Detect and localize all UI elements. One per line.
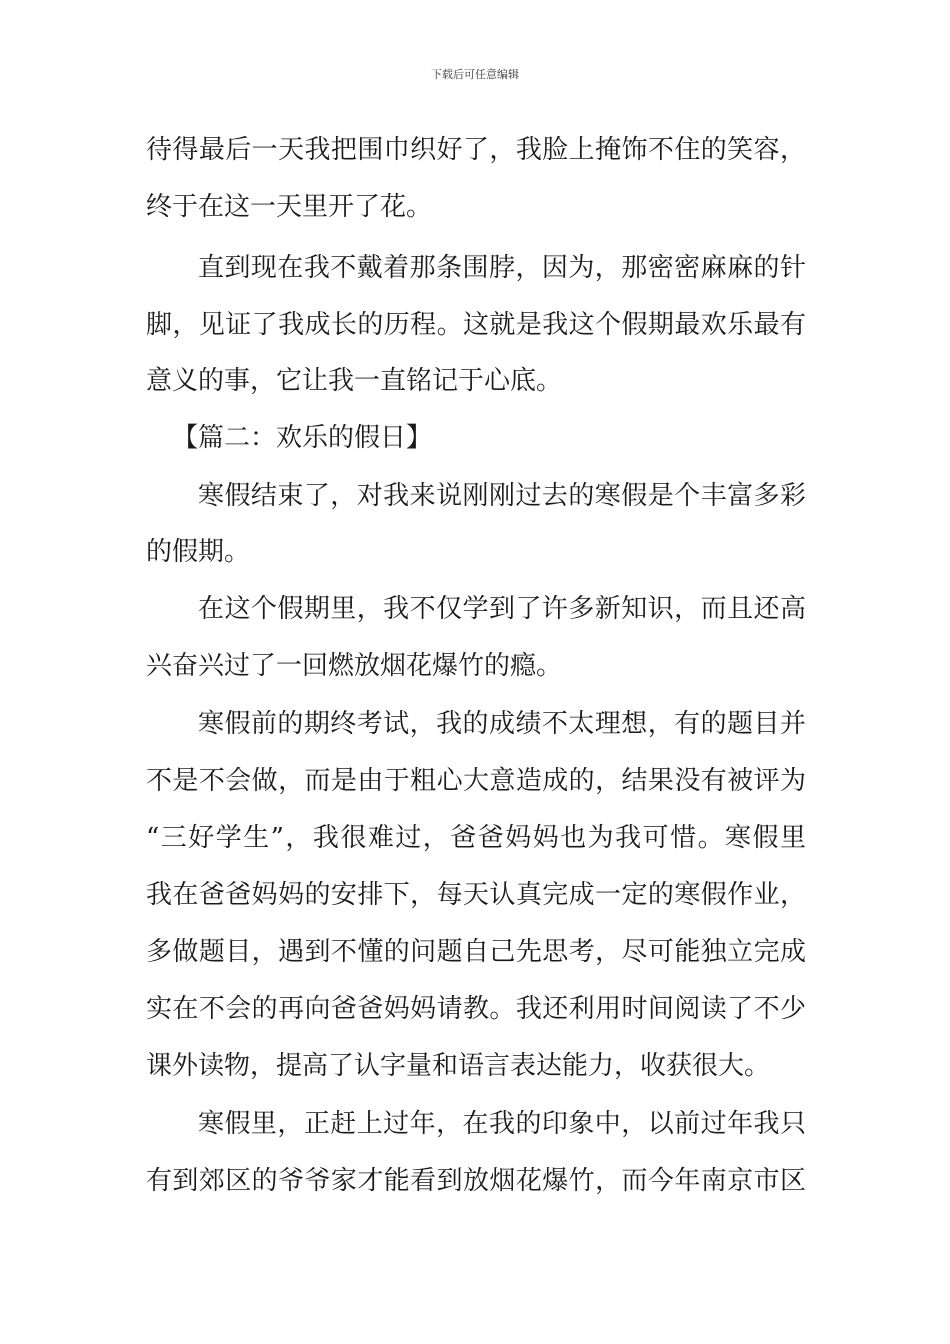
text-line: 终于在这一天里开了花。 xyxy=(146,192,433,222)
text-line: 不是不会做，而是由于粗心大意造成的，结果没有被评为 xyxy=(146,766,806,796)
text-line: 脚，见证了我成长的历程。这就是我这个假期最欢乐最有 xyxy=(146,310,806,340)
text-line: 寒假前的期终考试，我的成绩不太理想，有的题目并 xyxy=(198,709,806,739)
text-line: 多做题目，遇到不懂的问题自己先思考，尽可能独立完成 xyxy=(146,937,806,967)
section-title: 【篇二：欢乐的假日】 xyxy=(172,423,433,453)
text-line: 在这个假期里，我不仅学到了许多新知识，而且还高 xyxy=(198,594,806,624)
text-line: 的假期。 xyxy=(146,537,251,567)
text-line: 寒假结束了，对我来说刚刚过去的寒假是个丰富多彩 xyxy=(198,481,806,511)
text-line: 有到郊区的爷爷家才能看到放烟花爆竹，而今年南京市区 xyxy=(146,1166,806,1196)
text-line: 待得最后一天我把围巾织好了，我脸上掩饰不住的笑容， xyxy=(146,135,806,165)
text-line: 直到现在我不戴着那条围脖，因为，那密密麻麻的针 xyxy=(198,253,806,283)
text-line: 寒假里，正赶上过年，在我的印象中，以前过年我只 xyxy=(198,1109,806,1139)
text-line: 课外读物，提高了认字量和语言表达能力，收获很大。 xyxy=(146,1051,771,1081)
page-header: 下载后可任意编辑 xyxy=(431,68,519,81)
text-line: 兴奋兴过了一回燃放烟花爆竹的瘾。 xyxy=(146,651,563,681)
text-line: “三好学生”，我很难过，爸爸妈妈也为我可惜。寒假里 xyxy=(146,823,806,853)
text-line: 实在不会的再向爸爸妈妈请教。我还利用时间阅读了不少 xyxy=(146,994,806,1024)
text-line: 意义的事，它让我一直铭记于心底。 xyxy=(146,366,563,396)
text-line: 我在爸爸妈妈的安排下，每天认真完成一定的寒假作业， xyxy=(146,880,806,910)
